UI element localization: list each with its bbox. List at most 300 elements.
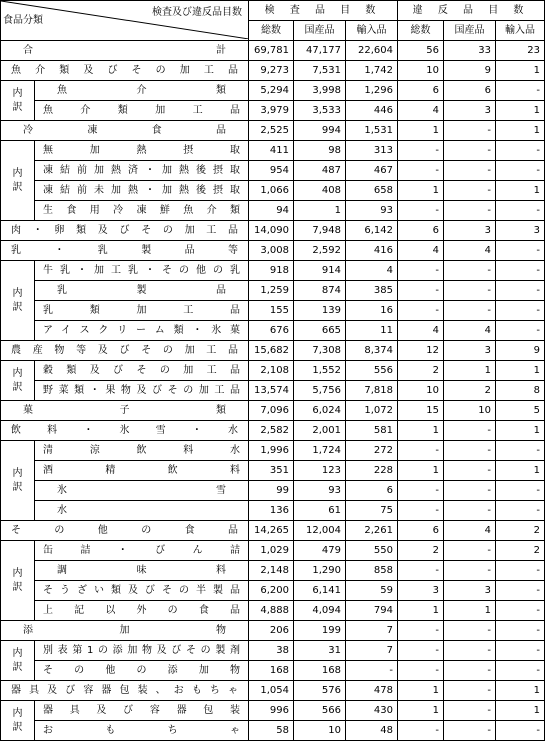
inspection-import-cell: 7 [346, 621, 398, 641]
inspection-domestic-cell: 487 [294, 161, 346, 181]
inspection-import-cell: 446 [346, 101, 398, 121]
inspection-total-cell: 1,029 [249, 541, 294, 561]
violation-import-cell: - [496, 301, 545, 321]
subcategory-label: 別表第1の添加物及びその製剤 [35, 641, 249, 661]
violation-total-cell: 1 [398, 681, 444, 701]
category-label: 魚介類及びその加工品 [1, 61, 249, 81]
corner-header-cell [1, 1, 249, 41]
inspection-domestic-cell: 1,290 [294, 561, 346, 581]
inspection-domestic-cell: 7,308 [294, 341, 346, 361]
violation-import-cell: 1 [496, 61, 545, 81]
violation-domestic-cell: - [444, 461, 496, 481]
inspection-total-cell: 168 [249, 661, 294, 681]
inspection-total-cell: 94 [249, 201, 294, 221]
inspection-total-cell: 2,582 [249, 421, 294, 441]
violation-domestic-cell: - [444, 561, 496, 581]
violation-total-cell: 1 [398, 121, 444, 141]
inspection-total-cell: 14,265 [249, 521, 294, 541]
breakdown-label: 内 訳 [1, 361, 35, 401]
inspection-import-cell: 416 [346, 241, 398, 261]
violation-total-cell: - [398, 201, 444, 221]
violation-import-cell: 5 [496, 401, 545, 421]
violation-import-cell: - [496, 201, 545, 221]
subcategory-row [1, 561, 545, 581]
subcategory-label: その他の添加物 [35, 661, 249, 681]
inspection-import-cell: 1,072 [346, 401, 398, 421]
violation-total-cell: 56 [398, 41, 444, 61]
violation-total-cell: - [398, 721, 444, 741]
inspection-total-cell: 38 [249, 641, 294, 661]
inspection-total-cell: 1,259 [249, 281, 294, 301]
inspection-domestic-cell: 665 [294, 321, 346, 341]
violation-domestic-cell: - [444, 721, 496, 741]
inspection-total-cell: 99 [249, 481, 294, 501]
inspection-total-cell: 3,008 [249, 241, 294, 261]
category-row [1, 341, 545, 361]
inspection-total-cell: 996 [249, 701, 294, 721]
inspection-total-cell: 15,682 [249, 341, 294, 361]
inspection-import-cell: 6 [346, 481, 398, 501]
violation-import-cell: - [496, 441, 545, 461]
header-violation-total: 総数 [398, 21, 444, 41]
violation-total-cell: 1 [398, 181, 444, 201]
inspection-total-cell: 1,054 [249, 681, 294, 701]
violation-domestic-cell: 4 [444, 521, 496, 541]
inspection-domestic-cell: 2,592 [294, 241, 346, 261]
subcategory-row [1, 441, 545, 461]
inspection-domestic-cell: 3,998 [294, 81, 346, 101]
subcategory-label: 野菜類・果物及びその加工品 [35, 381, 249, 401]
inspection-import-cell: 8,374 [346, 341, 398, 361]
violation-import-cell: 3 [496, 221, 545, 241]
subcategory-label: そうざい類及びその半製品 [35, 581, 249, 601]
inspection-import-cell: 7 [346, 641, 398, 661]
inspection-domestic-cell: 6,024 [294, 401, 346, 421]
inspection-import-cell: 658 [346, 181, 398, 201]
subcategory-row [1, 261, 545, 281]
violation-import-cell: - [496, 161, 545, 181]
breakdown-label: 内 訳 [1, 441, 35, 521]
inspection-domestic-cell: 2,001 [294, 421, 346, 441]
violation-total-cell: - [398, 621, 444, 641]
subcategory-label: 凍結前未加熱・加熱後摂取 [35, 181, 249, 201]
violation-total-cell: 3 [398, 581, 444, 601]
violation-domestic-cell: 33 [444, 41, 496, 61]
inspection-total-cell: 918 [249, 261, 294, 281]
subcategory-row [1, 301, 545, 321]
category-row [1, 121, 545, 141]
inspection-domestic-cell: 4,094 [294, 601, 346, 621]
corner-top-label: 検査及び違反品目数 [152, 7, 242, 18]
violation-total-cell: - [398, 501, 444, 521]
inspection-total-cell: 2,148 [249, 561, 294, 581]
violation-import-cell: - [496, 501, 545, 521]
violation-import-cell: 8 [496, 381, 545, 401]
inspection-import-cell: 478 [346, 681, 398, 701]
subcategory-label: 上記以外の食品 [35, 601, 249, 621]
subcategory-row [1, 181, 545, 201]
violation-domestic-cell: 4 [444, 321, 496, 341]
inspection-total-cell: 69,781 [249, 41, 294, 61]
violation-import-cell: - [496, 661, 545, 681]
subcategory-row [1, 641, 545, 661]
violation-total-cell: 6 [398, 221, 444, 241]
violation-domestic-cell: - [444, 441, 496, 461]
subcategory-row [1, 361, 545, 381]
violation-total-cell: - [398, 661, 444, 681]
subcategory-row [1, 461, 545, 481]
category-label: 冷凍食品 [1, 121, 249, 141]
inspection-total-cell: 2,108 [249, 361, 294, 381]
subcategory-label: 調味料 [35, 561, 249, 581]
violation-total-cell: 10 [398, 61, 444, 81]
inspection-domestic-cell: 31 [294, 641, 346, 661]
category-row [1, 61, 545, 81]
inspection-domestic-cell: 994 [294, 121, 346, 141]
violation-group-header: 違 反 品 目 数 [398, 1, 545, 21]
subcategory-label: 水 [35, 501, 249, 521]
violation-total-cell: - [398, 561, 444, 581]
violation-domestic-cell: 9 [444, 61, 496, 81]
violation-domestic-cell: - [444, 481, 496, 501]
category-row [1, 521, 545, 541]
inspection-import-cell: 467 [346, 161, 398, 181]
subcategory-row [1, 81, 545, 101]
violation-domestic-cell: 3 [444, 101, 496, 121]
subcategory-row [1, 321, 545, 341]
inspection-total-cell: 14,090 [249, 221, 294, 241]
breakdown-label: 内 訳 [1, 641, 35, 681]
inspection-import-cell: 385 [346, 281, 398, 301]
inspection-total-cell: 4,888 [249, 601, 294, 621]
violation-domestic-cell: - [444, 301, 496, 321]
inspection-group-header: 検 査 品 目 数 [249, 1, 398, 21]
violation-domestic-cell: - [444, 421, 496, 441]
inspection-total-cell: 206 [249, 621, 294, 641]
inspection-import-cell: 93 [346, 201, 398, 221]
inspection-import-cell: 11 [346, 321, 398, 341]
inspection-domestic-cell: 168 [294, 661, 346, 681]
violation-total-cell: - [398, 281, 444, 301]
violation-domestic-cell: - [444, 621, 496, 641]
subcategory-row [1, 161, 545, 181]
table-body [1, 41, 545, 741]
inspection-domestic-cell: 479 [294, 541, 346, 561]
inspection-import-cell: 556 [346, 361, 398, 381]
category-row [1, 401, 545, 421]
subcategory-label: 穀類及びその加工品 [35, 361, 249, 381]
violation-import-cell: - [496, 141, 545, 161]
inspection-domestic-cell: 1,724 [294, 441, 346, 461]
inspection-import-cell: - [346, 661, 398, 681]
subcategory-label: 乳類加工品 [35, 301, 249, 321]
violation-domestic-cell: 3 [444, 581, 496, 601]
inspection-import-cell: 2,261 [346, 521, 398, 541]
header-inspection-total: 総数 [249, 21, 294, 41]
subcategory-label: 凍結前加熱済・加熱後摂取 [35, 161, 249, 181]
violation-total-cell: - [398, 641, 444, 661]
inspection-import-cell: 22,604 [346, 41, 398, 61]
inspection-domestic-cell: 47,177 [294, 41, 346, 61]
subcategory-row [1, 701, 545, 721]
subcategory-row [1, 201, 545, 221]
inspection-domestic-cell: 576 [294, 681, 346, 701]
inspection-total-cell: 6,200 [249, 581, 294, 601]
inspection-domestic-cell: 408 [294, 181, 346, 201]
subcategory-row [1, 661, 545, 681]
subcategory-row [1, 101, 545, 121]
violation-total-cell: - [398, 301, 444, 321]
inspection-import-cell: 794 [346, 601, 398, 621]
violation-import-cell: - [496, 481, 545, 501]
category-label: 農産物等及びその加工品 [1, 341, 249, 361]
violation-import-cell: 1 [496, 421, 545, 441]
category-row [1, 421, 545, 441]
category-row [1, 241, 545, 261]
inspection-total-cell: 1,066 [249, 181, 294, 201]
category-row [1, 221, 545, 241]
violation-domestic-cell: - [444, 641, 496, 661]
inspection-total-cell: 5,294 [249, 81, 294, 101]
inspection-domestic-cell: 3,533 [294, 101, 346, 121]
violation-domestic-cell: - [444, 701, 496, 721]
violation-domestic-cell: - [444, 281, 496, 301]
subcategory-row [1, 601, 545, 621]
header-inspection-import: 輸入品 [346, 21, 398, 41]
inspection-total-cell: 954 [249, 161, 294, 181]
violation-import-cell: - [496, 281, 545, 301]
inspection-import-cell: 48 [346, 721, 398, 741]
inspection-domestic-cell: 199 [294, 621, 346, 641]
violation-import-cell: - [496, 81, 545, 101]
violation-import-cell: - [496, 241, 545, 261]
subcategory-row [1, 541, 545, 561]
violation-domestic-cell: 6 [444, 81, 496, 101]
violation-import-cell: 1 [496, 121, 545, 141]
subcategory-label: 缶詰・びん詰 [35, 541, 249, 561]
inspection-import-cell: 7,818 [346, 381, 398, 401]
inspection-total-cell: 2,525 [249, 121, 294, 141]
violation-total-cell: 1 [398, 461, 444, 481]
inspection-domestic-cell: 566 [294, 701, 346, 721]
inspection-import-cell: 1,531 [346, 121, 398, 141]
subcategory-label: 無加熱摂取 [35, 141, 249, 161]
breakdown-label: 内 訳 [1, 701, 35, 741]
header-violation-domestic: 国産品 [444, 21, 496, 41]
violation-total-cell: 1 [398, 701, 444, 721]
inspection-import-cell: 75 [346, 501, 398, 521]
category-row [1, 681, 545, 701]
violation-total-cell: 4 [398, 241, 444, 261]
violation-import-cell: - [496, 721, 545, 741]
violation-import-cell: - [496, 261, 545, 281]
inspection-total-cell: 351 [249, 461, 294, 481]
subcategory-label: 牛乳・加工乳・その他の乳 [35, 261, 249, 281]
violation-total-cell: - [398, 481, 444, 501]
subcategory-row [1, 481, 545, 501]
breakdown-label: 内 訳 [1, 261, 35, 341]
violation-domestic-cell: 3 [444, 221, 496, 241]
violation-domestic-cell: - [444, 121, 496, 141]
violation-import-cell: - [496, 561, 545, 581]
violation-total-cell: 1 [398, 601, 444, 621]
category-row [1, 621, 545, 641]
category-label: 器具及び容器包装、おもちゃ [1, 681, 249, 701]
violation-import-cell: - [496, 321, 545, 341]
inspection-import-cell: 1,296 [346, 81, 398, 101]
violation-total-cell: 4 [398, 321, 444, 341]
violation-domestic-cell: - [444, 261, 496, 281]
violation-total-cell: 1 [398, 421, 444, 441]
subcategory-row [1, 141, 545, 161]
subcategory-row [1, 721, 545, 741]
corner-bottom-label: 食品分類 [3, 15, 43, 26]
violation-import-cell: 2 [496, 521, 545, 541]
inspection-import-cell: 858 [346, 561, 398, 581]
inspection-domestic-cell: 1 [294, 201, 346, 221]
violation-total-cell: - [398, 141, 444, 161]
subcategory-row [1, 381, 545, 401]
category-label: 乳・乳製品等 [1, 241, 249, 261]
inspection-domestic-cell: 98 [294, 141, 346, 161]
violation-domestic-cell: 2 [444, 381, 496, 401]
inspection-import-cell: 4 [346, 261, 398, 281]
subcategory-label: おもちゃ [35, 721, 249, 741]
inspection-domestic-cell: 12,004 [294, 521, 346, 541]
inspection-total-cell: 676 [249, 321, 294, 341]
violation-import-cell: 9 [496, 341, 545, 361]
header-violation-import: 輸入品 [496, 21, 545, 41]
inspection-total-cell: 7,096 [249, 401, 294, 421]
subcategory-label: 魚介類加工品 [35, 101, 249, 121]
violation-import-cell: - [496, 641, 545, 661]
violation-domestic-cell: - [444, 501, 496, 521]
inspection-total-cell: 411 [249, 141, 294, 161]
inspection-domestic-cell: 139 [294, 301, 346, 321]
category-label: 添加物 [1, 621, 249, 641]
subcategory-label: 乳製品 [35, 281, 249, 301]
subcategory-label: 生食用冷凍鮮魚介類 [35, 201, 249, 221]
inspection-total-cell: 3,979 [249, 101, 294, 121]
violation-import-cell: - [496, 601, 545, 621]
violation-import-cell: 1 [496, 461, 545, 481]
violation-total-cell: - [398, 441, 444, 461]
violation-import-cell: 1 [496, 701, 545, 721]
violation-total-cell: - [398, 261, 444, 281]
breakdown-label: 内 訳 [1, 541, 35, 621]
inspection-domestic-cell: 61 [294, 501, 346, 521]
inspection-import-cell: 16 [346, 301, 398, 321]
inspection-domestic-cell: 874 [294, 281, 346, 301]
inspection-domestic-cell: 914 [294, 261, 346, 281]
category-label: 肉・卵類及びその加工品 [1, 221, 249, 241]
violation-total-cell: 4 [398, 101, 444, 121]
violation-import-cell: 2 [496, 541, 545, 561]
violation-total-cell: 12 [398, 341, 444, 361]
violation-total-cell: - [398, 161, 444, 181]
violation-domestic-cell: 1 [444, 601, 496, 621]
category-label: 菓子類 [1, 401, 249, 421]
violation-import-cell: 1 [496, 681, 545, 701]
violation-domestic-cell: - [444, 181, 496, 201]
inspection-domestic-cell: 123 [294, 461, 346, 481]
inspection-import-cell: 581 [346, 421, 398, 441]
subcategory-label: 器具及び容器包装 [35, 701, 249, 721]
violation-total-cell: 2 [398, 541, 444, 561]
violation-import-cell: 23 [496, 41, 545, 61]
violation-domestic-cell: 1 [444, 361, 496, 381]
violation-total-cell: 2 [398, 361, 444, 381]
inspection-domestic-cell: 7,948 [294, 221, 346, 241]
inspection-domestic-cell: 6,141 [294, 581, 346, 601]
subcategory-label: 清涼飲料水 [35, 441, 249, 461]
violation-domestic-cell: 3 [444, 341, 496, 361]
subcategory-label: 酒精飲料 [35, 461, 249, 481]
violation-total-cell: 15 [398, 401, 444, 421]
violation-domestic-cell: - [444, 161, 496, 181]
inspection-domestic-cell: 1,552 [294, 361, 346, 381]
inspection-total-cell: 58 [249, 721, 294, 741]
inspection-total-cell: 9,273 [249, 61, 294, 81]
inspection-domestic-cell: 7,531 [294, 61, 346, 81]
violation-domestic-cell: - [444, 661, 496, 681]
total-label: 合 計 [1, 41, 249, 61]
breakdown-label: 内 訳 [1, 81, 35, 121]
inspection-total-cell: 155 [249, 301, 294, 321]
inspection-import-cell: 1,742 [346, 61, 398, 81]
violation-total-cell: 10 [398, 381, 444, 401]
violation-domestic-cell: - [444, 201, 496, 221]
violation-import-cell: 1 [496, 101, 545, 121]
inspection-import-cell: 430 [346, 701, 398, 721]
inspection-total-cell: 1,996 [249, 441, 294, 461]
subcategory-row [1, 581, 545, 601]
category-label: その他の食品 [1, 521, 249, 541]
subcategory-row [1, 501, 545, 521]
subcategory-label: 魚介類 [35, 81, 249, 101]
inspection-total-cell: 13,574 [249, 381, 294, 401]
category-label: 飲料・氷雪・水 [1, 421, 249, 441]
violation-total-cell: 6 [398, 521, 444, 541]
violation-import-cell: 1 [496, 361, 545, 381]
total-row [1, 41, 545, 61]
inspection-domestic-cell: 10 [294, 721, 346, 741]
breakdown-label: 内 訳 [1, 141, 35, 221]
inspection-domestic-cell: 93 [294, 481, 346, 501]
violation-domestic-cell: - [444, 141, 496, 161]
violation-domestic-cell: 4 [444, 241, 496, 261]
inspection-domestic-cell: 5,756 [294, 381, 346, 401]
violation-total-cell: 6 [398, 81, 444, 101]
inspection-import-cell: 272 [346, 441, 398, 461]
inspection-total-cell: 136 [249, 501, 294, 521]
header-inspection-domestic: 国産品 [294, 21, 346, 41]
subcategory-label: 氷雪 [35, 481, 249, 501]
violation-import-cell: - [496, 581, 545, 601]
inspection-import-cell: 228 [346, 461, 398, 481]
violation-domestic-cell: 10 [444, 401, 496, 421]
inspection-import-cell: 59 [346, 581, 398, 601]
inspection-import-cell: 313 [346, 141, 398, 161]
violation-domestic-cell: - [444, 681, 496, 701]
violation-import-cell: 1 [496, 181, 545, 201]
violation-import-cell: - [496, 621, 545, 641]
inspection-import-cell: 6,142 [346, 221, 398, 241]
subcategory-label: アイスクリーム類・氷菓 [35, 321, 249, 341]
inspection-import-cell: 550 [346, 541, 398, 561]
violation-domestic-cell: - [444, 541, 496, 561]
subcategory-row [1, 281, 545, 301]
